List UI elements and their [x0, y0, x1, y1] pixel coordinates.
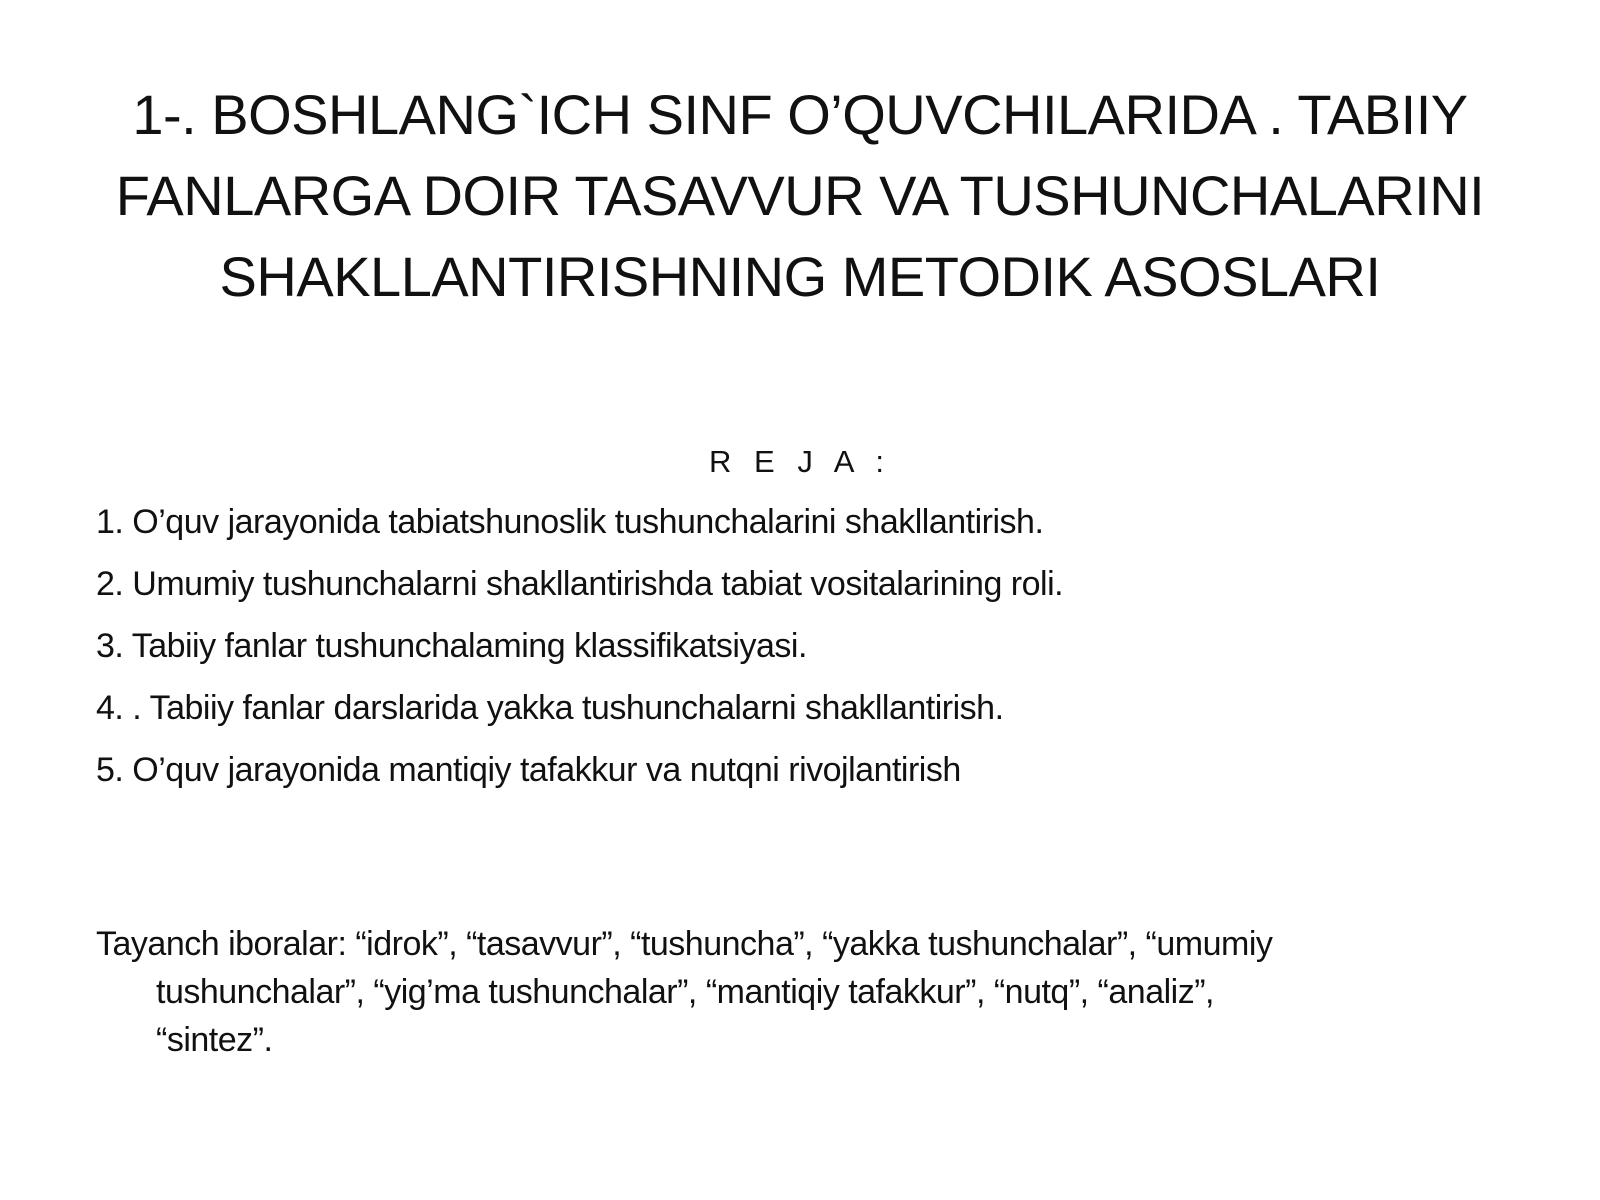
keywords-line-2: tushunchalar”, “yig’ma tushunchalar”, “mantiqiy tafakkur”, “nutq”, “analiz”,	[156, 973, 1214, 1011]
slide-title	[80, 74, 1520, 317]
plan-list	[96, 500, 1063, 810]
keywords-paragraph	[96, 920, 1476, 1064]
plan-heading: R E J A :	[709, 444, 891, 479]
plan-item-1: 1. O’quv jarayonida tabiatshunoslik tushunchalarini shakllantirish.	[96, 503, 1044, 541]
slide-title-line-1: 1-. BOSHLANG`ICH SINF O’QUVCHILARIDA . TABIIY	[132, 83, 1468, 146]
keywords-line-3: “sintez”.	[156, 1021, 273, 1059]
plan-item-5: 5. O’quv jarayonida mantiqiy tafakkur va nutqni rivojlantirish	[96, 751, 961, 789]
slide-title-line-2: FANLARGA DOIR TASAVVUR VA TUSHUNCHALARINI	[115, 164, 1485, 227]
plan-item-3: 3. Tabiiy fanlar tushunchalaming klassifikatsiyasi.	[96, 627, 807, 665]
slide-title-line-3: SHAKLLANTIRISHNING METODIK ASOSLARI	[219, 245, 1381, 308]
plan-item-2: 2. Umumiy tushunchalarni shakllantirishda tabiat vositalarining roli.	[96, 565, 1064, 603]
keywords-line-1: Tayanch iboralar: “idrok”, “tasavvur”, “tushuncha”, “yakka tushunchalar”, “umumiy	[96, 925, 1273, 963]
plan-item-4: 4. . Tabiiy fanlar darslarida yakka tushunchalarni shakllantirish.	[96, 689, 1004, 727]
